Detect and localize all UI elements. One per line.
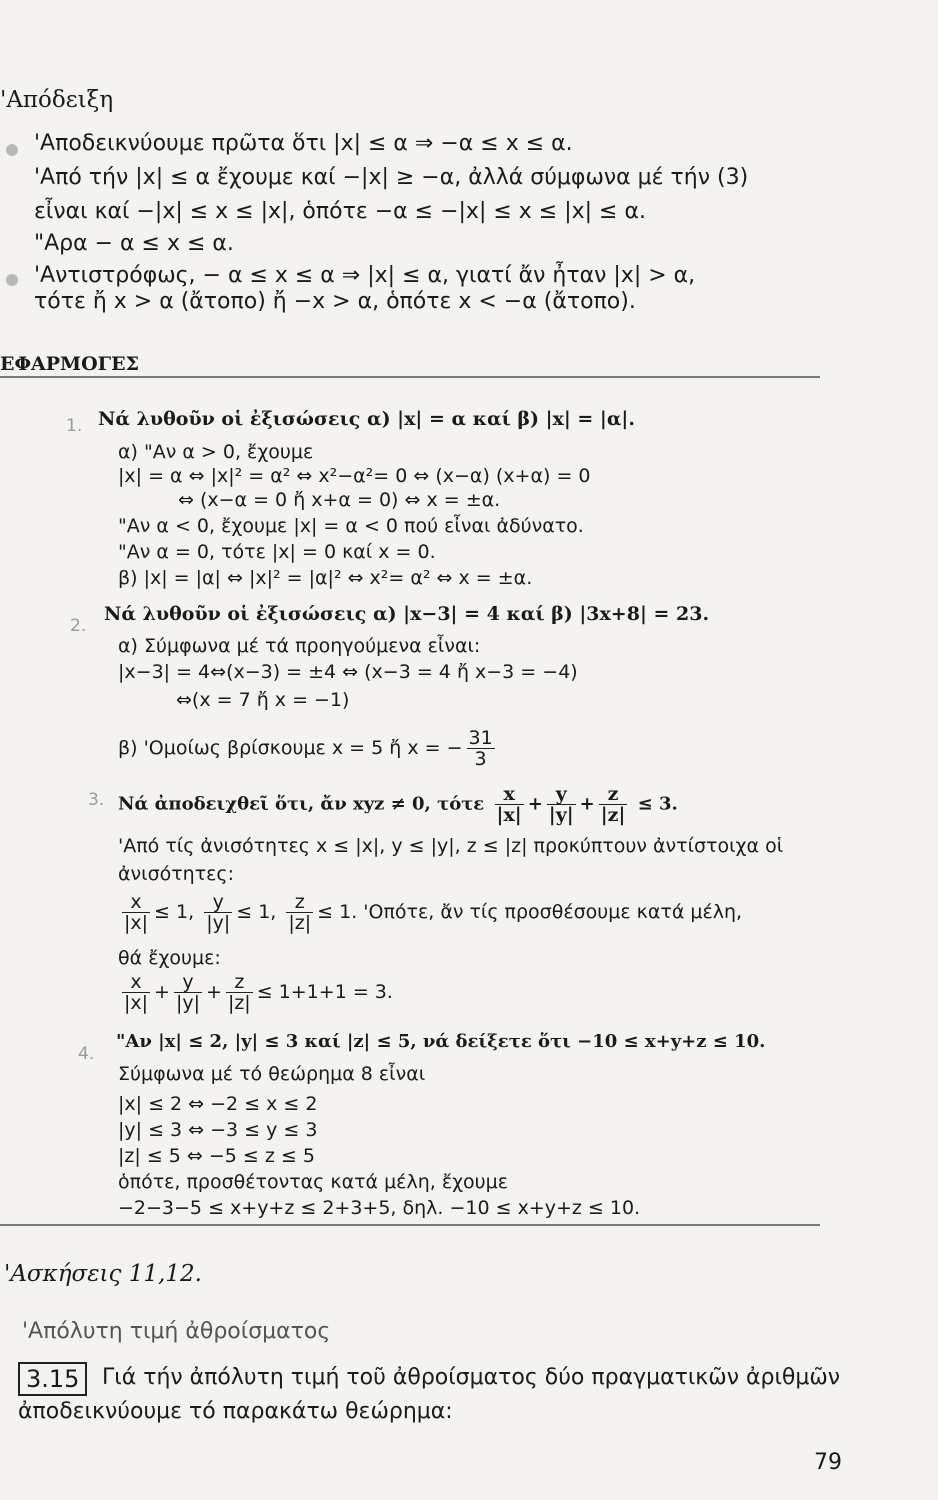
example-3-line: θά ἔχουμε: xyxy=(118,947,221,969)
sum-result: ≤ 1+1+1 = 3. xyxy=(256,981,393,1003)
exercises-reference: 'Ασκήσεις 11,12. xyxy=(4,1261,202,1287)
proof-title: 'Απόδειξη xyxy=(0,87,114,113)
example-1-line: α) "Αν α > 0, ἔχουμε xyxy=(118,441,314,463)
proof-line-3: εἶναι καί −|x| ≤ x ≤ |x|, ὁπότε −α ≤ −|x| ≤ x ≤ |x| ≤ α. xyxy=(34,199,646,224)
example-number: 1. xyxy=(66,416,83,436)
numerator: 31 xyxy=(468,727,493,749)
proof-line-4: "Αρα − α ≤ x ≤ α. xyxy=(34,231,234,256)
plus-sign: + xyxy=(154,981,170,1003)
example-3-inequalities xyxy=(118,890,742,934)
plus-sign: + xyxy=(579,793,595,815)
numerator: x xyxy=(122,892,150,913)
fraction xyxy=(599,784,628,825)
example-1-line: β) |x| = |α| ⇔ |x|² = |α|² ⇔ x²= α² ⇔ x = ±α. xyxy=(118,567,533,589)
bullet-icon xyxy=(6,274,18,286)
numerator: y xyxy=(547,784,576,805)
fraction xyxy=(204,892,232,933)
example-4-line: Σύμφωνα μέ τό θεώρημα 8 εἶναι xyxy=(118,1063,426,1085)
example-1-line: ⇔ (x−α = 0 ἤ x+α = 0) ⇔ x = ±α. xyxy=(178,489,501,511)
example-1-line: "Αν α < 0, ἔχουμε |x| = α < 0 πού εἶναι ἀδύνατο. xyxy=(118,515,584,537)
example-number: 2. xyxy=(70,616,87,636)
example-3-statement: Νά ἀποδειχθεῖ ὅτι, ἄν xyz ≠ 0, τότε xyxy=(118,793,485,815)
example-2-line: |x−3| = 4⇔(x−3) = ±4 ⇔ (x−3 = 4 ἤ x−3 = −4) xyxy=(118,661,578,683)
denominator: |y| xyxy=(175,992,201,1014)
numerator: x xyxy=(122,972,150,993)
example-2-b-text: β) 'Ομοίως βρίσκουμε x = 5 ἤ x = − xyxy=(118,737,463,759)
divider xyxy=(0,376,820,378)
inequality-text: ≤ 1, xyxy=(154,901,195,923)
example-4-line: |x| ≤ 2 ⇔ −2 ≤ x ≤ 2 xyxy=(118,1093,318,1115)
numerator: y xyxy=(204,892,232,913)
section-text-2: ἀποδεικνύουμε τό παρακάτω θεώρημα: xyxy=(18,1399,453,1424)
denominator: |y| xyxy=(548,804,574,826)
plus-sign: + xyxy=(527,793,543,815)
example-3-line: 'Από τίς ἀνισότητες x ≤ |x|, y ≤ |y|, z ≤ |z| προκύπτουν ἀντίστοιχα οἱ xyxy=(118,835,784,857)
example-3-sum xyxy=(118,970,393,1014)
example-4-line: |z| ≤ 5 ⇔ −5 ≤ z ≤ 5 xyxy=(118,1145,315,1167)
fraction xyxy=(174,972,202,1013)
denominator: |z| xyxy=(288,912,312,934)
proof-line-6: τότε ἤ x > α (ἄτοπο) ἤ −x > α, ὁπότε x < −α (ἄτοπο). xyxy=(34,289,636,314)
numerator: y xyxy=(174,972,202,993)
proof-line-1: 'Αποδεικνύουμε πρῶτα ὅτι |x| ≤ α ⇒ −α ≤ x ≤ α. xyxy=(34,131,573,156)
denominator: 3 xyxy=(474,748,487,770)
example-2-line-b xyxy=(118,728,499,769)
example-number: 4. xyxy=(78,1044,95,1064)
numerator: z xyxy=(286,892,313,913)
example-2-line: ⇔(x = 7 ἤ x = −1) xyxy=(176,689,350,711)
example-number: 3. xyxy=(88,790,105,810)
fraction xyxy=(547,784,576,825)
fraction xyxy=(495,784,524,825)
proof-line-5: 'Αντιστρόφως, − α ≤ x ≤ α ⇒ |x| ≤ α, γιατί ἄν ἦταν |x| > α, xyxy=(34,263,696,288)
example-1-statement: Νά λυθοῦν οἱ ἐξισώσεις α) |x| = α καί β) |x| = |α|. xyxy=(98,408,635,430)
numerator: x xyxy=(495,784,524,805)
inequality-text: ≤ 1. 'Οπότε, ἄν τίς προσθέσουμε κατά μέλη, xyxy=(317,901,743,923)
example-4-line: |y| ≤ 3 ⇔ −3 ≤ y ≤ 3 xyxy=(118,1119,318,1141)
section-number-box: 3.15 xyxy=(18,1362,87,1396)
numerator: z xyxy=(599,784,628,805)
example-3-statement-line xyxy=(118,784,678,825)
plus-sign: + xyxy=(206,981,222,1003)
section-subtitle: 'Απόλυτη τιμή ἀθροίσματος xyxy=(22,1319,331,1344)
denominator: |z| xyxy=(600,804,626,826)
example-4-line: ὁπότε, προσθέτοντας κατά μέλη, ἔχουμε xyxy=(118,1171,509,1193)
denominator: |x| xyxy=(124,912,149,934)
page-number: 79 xyxy=(814,1450,842,1475)
denominator: |y| xyxy=(206,912,231,934)
divider xyxy=(0,1224,820,1226)
fraction xyxy=(122,892,150,933)
example-1-line: |x| = α ⇔ |x|² = α² ⇔ x²−α²= 0 ⇔ (x−α) (x+α) = 0 xyxy=(118,465,591,487)
applications-title: ΕΦΑΡΜΟΓΕΣ xyxy=(0,353,140,375)
denominator: |x| xyxy=(124,992,149,1014)
fraction xyxy=(286,892,313,933)
inequality-text: ≤ 1, xyxy=(236,901,277,923)
example-2-line: α) Σύμφωνα μέ τά προηγούμενα εἶναι: xyxy=(118,635,481,657)
fraction xyxy=(122,972,150,1013)
section-text-1: Γιά τήν ἀπόλυτη τιμή τοῦ ἀθροίσματος δύο πραγματικῶν ἀριθμῶν xyxy=(102,1365,841,1390)
example-3-statement-end: ≤ 3. xyxy=(637,793,678,815)
fraction xyxy=(226,972,253,1013)
numerator: z xyxy=(226,972,253,993)
example-4-line: −2−3−5 ≤ x+y+z ≤ 2+3+5, δηλ. −10 ≤ x+y+z ≤ 10. xyxy=(118,1197,641,1219)
fraction xyxy=(467,728,495,769)
example-2-statement: Νά λυθοῦν οἱ ἐξισώσεις α) |x−3| = 4 καί β) |3x+8| = 23. xyxy=(104,603,710,625)
proof-line-2: 'Από τήν |x| ≤ α ἔχουμε καί −|x| ≥ −α, ἀλλά σύμφωνα μέ τήν (3) xyxy=(34,165,749,190)
example-3-line: ἀνισότητες: xyxy=(118,863,234,885)
denominator: |x| xyxy=(496,804,522,826)
denominator: |z| xyxy=(227,992,251,1014)
example-1-line: "Αν α = 0, τότε |x| = 0 καί x = 0. xyxy=(118,541,436,563)
example-4-statement: "Αν |x| ≤ 2, |y| ≤ 3 καί |z| ≤ 5, νά δείξετε ὅτι −10 ≤ x+y+z ≤ 10. xyxy=(116,1031,766,1052)
bullet-icon xyxy=(6,144,18,156)
